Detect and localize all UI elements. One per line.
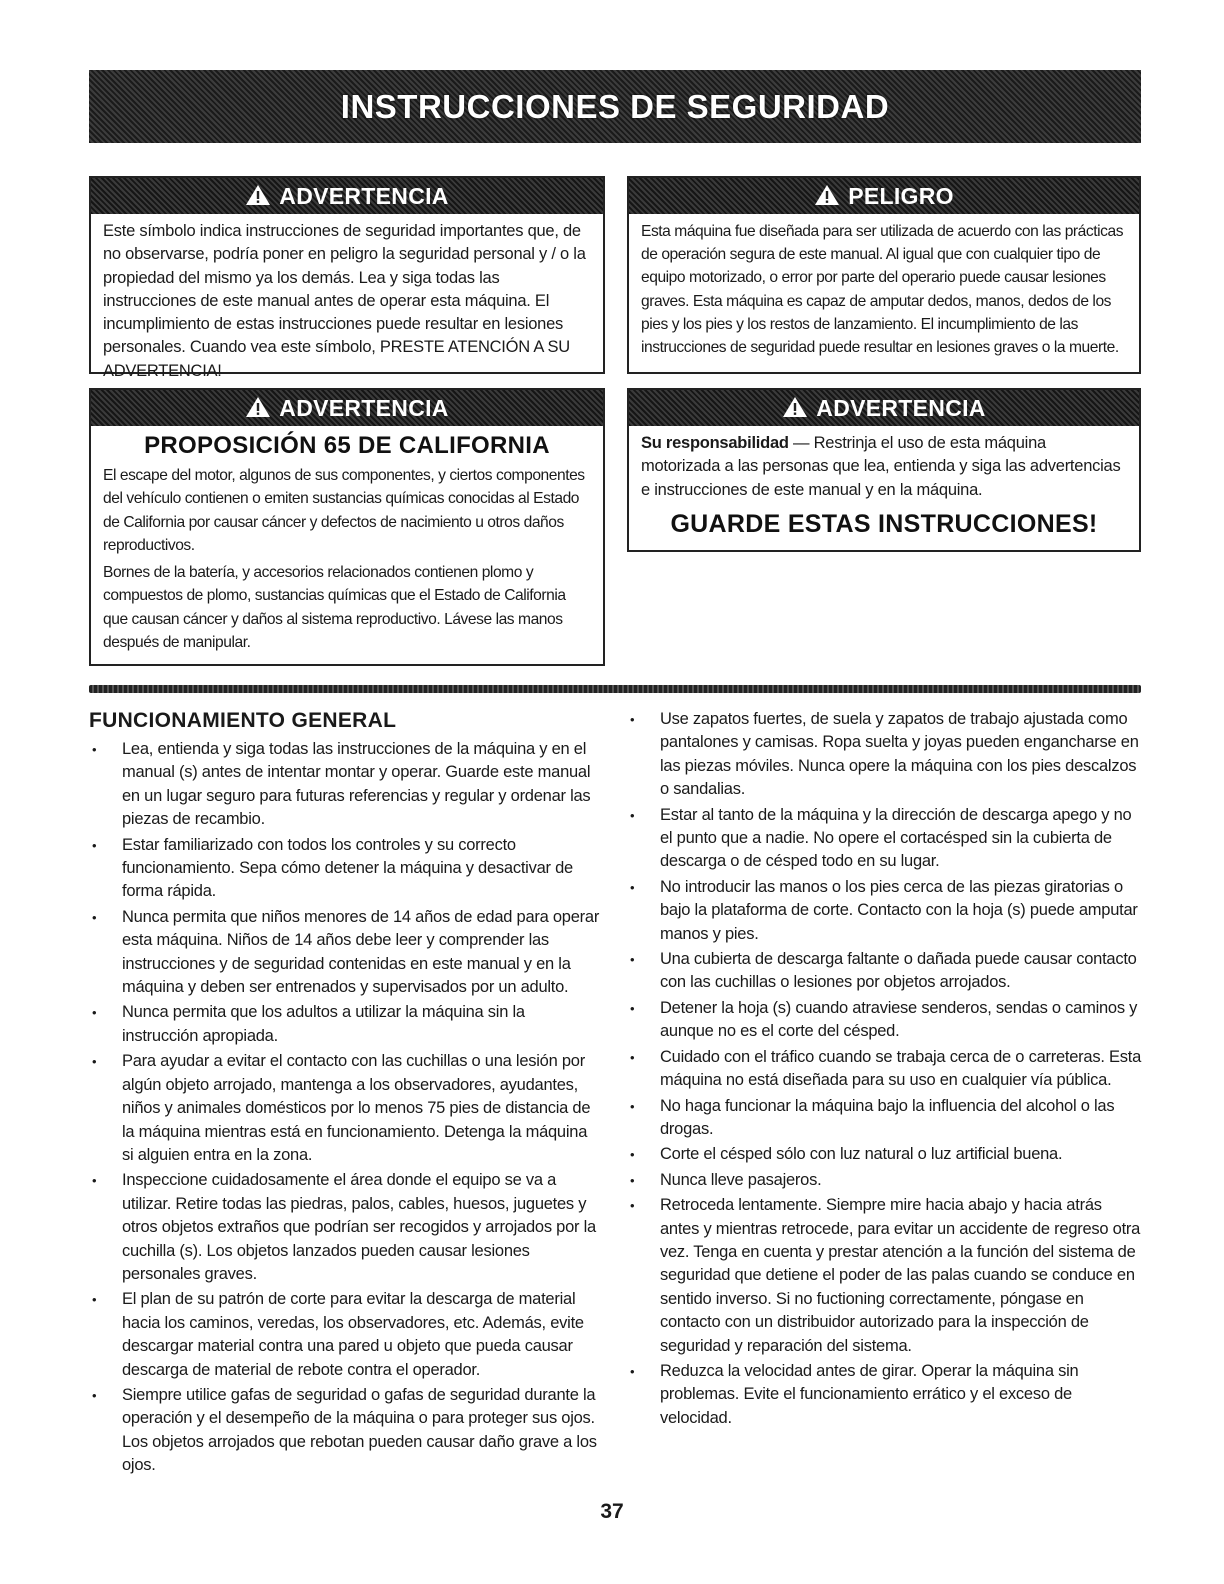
list-item: • Nunca lleve pasajeros. <box>627 1169 1143 1192</box>
list-item: • Inspeccione cuidadosamente el área donde el equipo se va a utilizar. Retire todas las piedras, palos, cables, huesos, juguetes y otros objetos extraños que podrían ser recogidos y arrojados por la cuchilla (s). Los objetos lanzados pueden causar lesiones personales graves. <box>89 1169 601 1286</box>
list-item: • Nunca permita que los adultos a utilizar la máquina sin la instrucción apropiada. <box>89 1001 601 1048</box>
responsibility-box-header <box>629 390 1139 426</box>
list-item: • Nunca permita que niños menores de 14 años de edad para operar esta máquina. Niños de 14 años debe leer y comprender las instrucciones y de seguridad contenidas en este manual y en la máquina y deben ser entrenados y supervisados por un adulto. <box>89 906 601 1000</box>
prop65-subheading: PROPOSICIÓN 65 DE CALIFORNIA <box>144 432 550 459</box>
prop65-box <box>89 388 605 666</box>
list-item: • Detener la hoja (s) cuando atraviese senderos, sendas o caminos y aunque no es el corte del césped. <box>627 997 1143 1044</box>
prop65-box-heading: ADVERTENCIA <box>279 394 449 421</box>
danger-box-text: Esta máquina fue diseñada para ser utilizada de acuerdo con las prácticas de operación segura de este manual. Al igual que con cualquier tipo de equipo motorizado, o error por parte del operario puede causar lesiones graves. Esta máquina es capaz de amputar dedos, manos, dedos de los pies y los pies y los restos de lanzamiento. El incumplimiento de las instrucciones de seguridad puede resultar en lesiones graves o la muerte. <box>641 223 1124 357</box>
responsibility-label: Su responsabilidad <box>641 434 789 452</box>
responsibility-box-heading: ADVERTENCIA <box>816 394 986 421</box>
page-title: INSTRUCCIONES DE SEGURIDAD <box>340 87 890 125</box>
list-item: • Siempre utilice gafas de seguridad o gafas de seguridad durante la operación y el desempeño de la máquina o para proteger sus ojos. Los objetos arrojados que rebotan pueden causar daño grave a los ojos. <box>89 1384 601 1478</box>
general-left-list <box>89 738 601 1478</box>
danger-box <box>627 176 1141 374</box>
prop65-paragraph-1: El escape del motor, algunos de sus componentes, y ciertos componentes del vehículo contienen o emiten sustancias químicas conocidas al Estado de California por causar cáncer y defectos de nacimiento u otros daños reproductivos. <box>103 467 585 554</box>
warning-box-heading: ADVERTENCIA <box>279 182 449 209</box>
prop65-box-header <box>91 390 603 426</box>
warning-box-header <box>91 178 603 214</box>
danger-box-header <box>629 178 1139 214</box>
warning-box-text: Este símbolo indica instrucciones de seguridad importantes que, de no observarse, podría poner en peligro la seguridad personal y / o la propiedad del mismo ya los demás. Lea y siga todas las instrucciones de este manual antes de operar esta máquina. El incumplimiento de estas instrucciones puede resultar en lesiones personales. Cuando vea este símbolo, PRESTE ATENCIÓN A SU ADVERTENCIA! <box>103 222 586 380</box>
page-number: 37 <box>600 1500 624 1523</box>
general-operation-title: FUNCIONAMIENTO GENERAL <box>89 709 397 732</box>
list-item: • Lea, entienda y siga todas las instrucciones de la máquina y en el manual (s) antes de intentar montar y operar. Guarde este manual en un lugar seguro para futuras referencias y regular y ordenar las piezas de recambio. <box>89 738 601 832</box>
list-item: • Para ayudar a evitar el contacto con las cuchillas o una lesión por algún objeto arrojado, mantenga a los observadores, ayudantes, niños y animales domésticos por lo menos 75 pies de distancia de la máquina mientras está en funcionamiento. Detenga la máquina si alguien entra en la zona. <box>89 1050 601 1167</box>
list-item: • El plan de su patrón de corte para evitar la descarga de material hacia los caminos, veredas, los observadores, etc. Además, evite descargar material contra una pared u objeto que pueda causar descarga de material de rebote contra el operador. <box>89 1288 601 1382</box>
warning-triangle-icon <box>782 396 808 418</box>
save-instructions-heading: GUARDE ESTAS INSTRUCCIONES! <box>670 509 1098 538</box>
general-right-column <box>627 708 1143 1432</box>
list-item: • Reduzca la velocidad antes de girar. Operar la máquina sin problemas. Evite el funcionamiento errático y el exceso de velocidad. <box>627 1360 1143 1430</box>
list-item: • No haga funcionar la máquina bajo la influencia del alcohol o las drogas. <box>627 1095 1143 1142</box>
section-divider <box>89 685 1141 693</box>
list-item: • Use zapatos fuertes, de suela y zapatos de trabajo ajustada como pantalones y camisas. Ropa suelta y joyas pueden engancharse en las piezas móviles. Nunca opere la máquina con los pies descalzos o sandalias. <box>627 708 1143 802</box>
danger-box-heading: PELIGRO <box>848 182 954 209</box>
list-item: • Una cubierta de descarga faltante o dañada puede causar contacto con las cuchillas o lesiones por objetos arrojados. <box>627 948 1143 995</box>
responsibility-text <box>641 432 1127 502</box>
list-item: • Cuidado con el tráfico cuando se trabaja cerca de o carreteras. Esta máquina no está diseñada para su uso en cualquier vía pública. <box>627 1046 1143 1093</box>
general-right-list <box>627 708 1143 1430</box>
list-item: • No introducir las manos o los pies cerca de las piezas giratorias o bajo la plataforma de corte. Contacto con la hoja (s) puede amputar manos y pies. <box>627 876 1143 946</box>
list-item: • Estar al tanto de la máquina y la dirección de descarga apego y no el punto que a nadie. No opere el cortacésped sin la cubierta de descarga o de césped todo en su lugar. <box>627 804 1143 874</box>
warning-box-symbol <box>89 176 605 380</box>
list-item: • Retroceda lentamente. Siempre mire hacia abajo y hacia atrás antes y mientras retrocede, para evitar un accidente de regreso otra vez. Tenga en cuenta y prestar atención a la función del sistema de seguridad que detiene el poder de las palas cuando se conduce en sentido inverso. Si no fuctioning correctamente, póngase en contacto con un distribuidor autorizado para la inspección de seguridad y reparación del sistema. <box>627 1194 1143 1358</box>
list-item: • Corte el césped sólo con luz natural o luz artificial buena. <box>627 1143 1143 1166</box>
responsibility-box <box>627 388 1141 552</box>
title-banner <box>89 70 1141 143</box>
warning-triangle-icon <box>245 396 271 418</box>
responsibility-body: — Restrinja el uso de esta máquina motorizada a las personas que lea, entienda y siga las advertencias e instrucciones de este manual y en la máquina. <box>641 434 1121 499</box>
list-item: • Estar familiarizado con todos los controles y su correcto funcionamiento. Sepa cómo detener la máquina y desactivar de forma rápida. <box>89 834 601 904</box>
warning-triangle-icon <box>814 184 840 206</box>
prop65-paragraph-2: Bornes de la batería, y accesorios relacionados contienen plomo y compuestos de plomo, sustancias químicas que el Estado de California que causan cáncer y daños al sistema reproductivo. Lávese las manos después de manipular. <box>103 564 566 652</box>
general-left-column <box>89 738 601 1480</box>
warning-triangle-icon <box>245 184 271 206</box>
